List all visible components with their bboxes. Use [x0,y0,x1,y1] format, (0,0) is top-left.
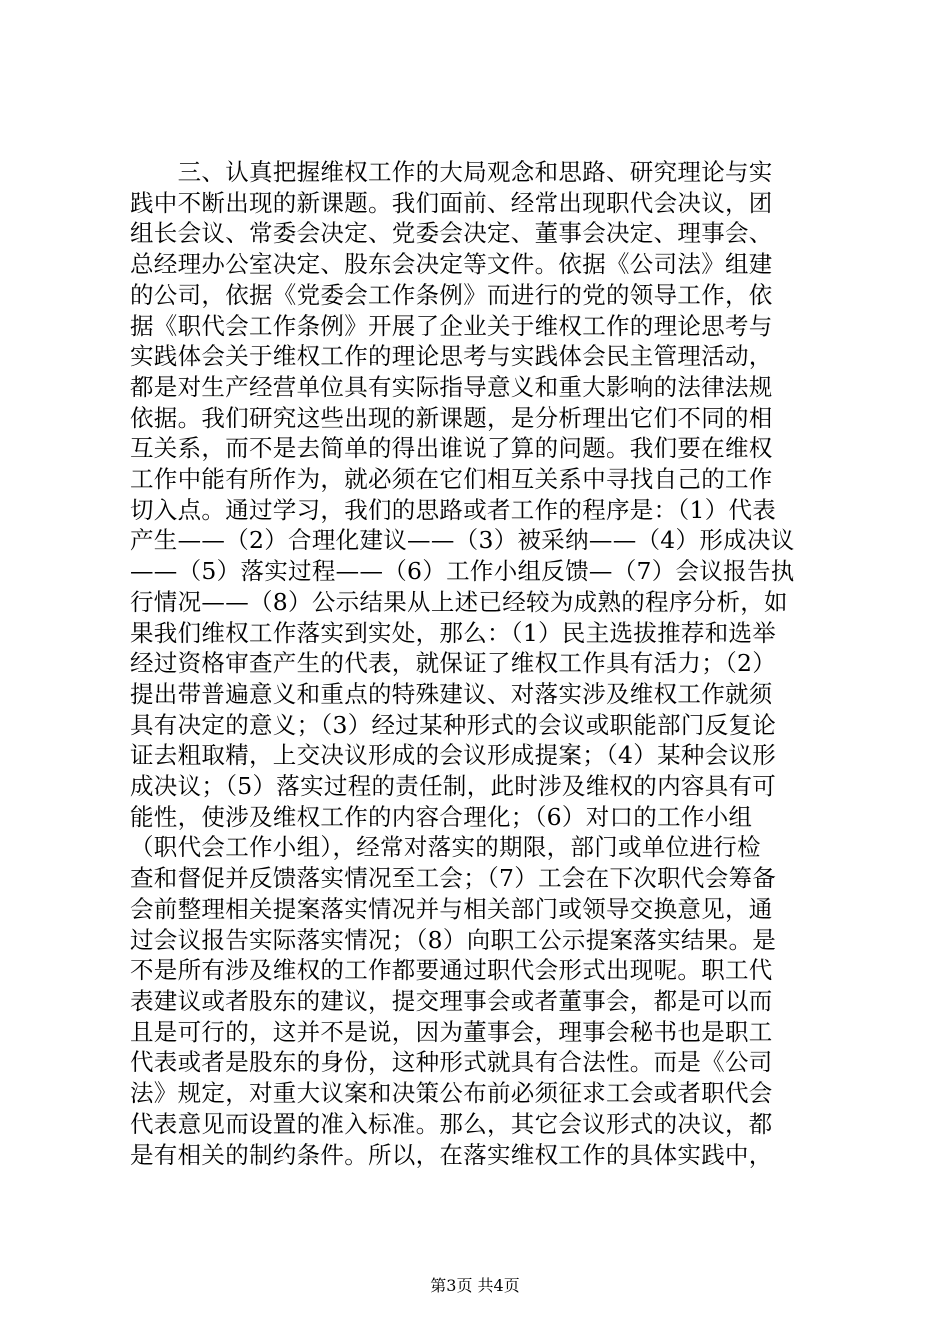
text-line: 过会议报告实际落实情况；（8）向职工公示提案落实结果。是 [130,925,777,954]
text-line: 经过资格审查产生的代表，就保证了维权工作具有活力；（2） [130,649,777,678]
text-line: 是有相关的制约条件。所以，在落实维权工作的具体实践中， [130,1140,773,1169]
text-line: 组长会议、常委会决定、党委会决定、董事会决定、理事会、 [130,219,773,248]
text-line: 查和督促并反馈落实情况至工会；（7）工会在下次职代会筹备 [130,864,777,893]
text-line: 都是对生产经营单位具有实际指导意义和重大影响的法律法规 [130,372,773,401]
text-line: 提出带普遍意义和重点的特殊建议、对落实涉及维权工作就须 [130,679,773,708]
text-line: 不是所有涉及维权的工作都要通过职代会形式出现呢。职工代 [130,956,773,985]
text-line: 的公司，依据《党委会工作条例》而进行的党的领导工作，依 [130,280,773,309]
text-line: 代表意见而设置的准入标准。那么，其它会议形式的决议，都 [130,1109,773,1138]
text-line: 且是可行的，这并不是说，因为董事会，理事会秘书也是职工 [130,1017,773,1046]
text-line: 实践体会关于维权工作的理论思考与实践体会民主管理活动， [130,342,773,371]
text-line: 互关系，而不是去简单的得出谁说了算的问题。我们要在维权 [130,434,773,463]
text-line: 具有决定的意义；（3）经过某种形式的会议或职能部门反复论 [130,710,777,739]
text-line: 法》规定，对重大议案和决策公布前必须征求工会或者职代会 [130,1079,773,1108]
text-line: 成决议；（5）落实过程的责任制，此时涉及维权的内容具有可 [130,772,777,801]
text-line: 代表或者是股东的身份，这种形式就具有合法性。而是《公司 [130,1048,773,1077]
text-line: ——（5）落实过程——（6）工作小组反馈—（7）会议报告执 [130,557,795,586]
text-line: 践中不断出现的新课题。我们面前、经常出现职代会决议，团 [130,188,773,217]
text-line: 产生——（2）合理化建议——（3）被采纳——（4）形成决议 [130,526,795,555]
text-line: （职代会工作小组），经常对落实的期限，部门或单位进行检 [130,833,761,862]
text-line: 果我们维权工作落实到实处，那么：（1）民主选拔推荐和选举 [130,618,777,647]
text-line: 切入点。通过学习，我们的思路或者工作的程序是：（1）代表 [130,495,777,524]
body-paragraph [130,157,870,1170]
text-line: 工作中能有所作为，就必须在它们相互关系中寻找自己的工作 [130,465,773,494]
text-line: 表建议或者股东的建议，提交理事会或者董事会，都是可以而 [130,986,773,1015]
text-line: 依据。我们研究这些出现的新课题，是分析理出它们不同的相 [130,403,773,432]
text-line: 三、认真把握维权工作的大局观念和思路、研究理论与实 [130,158,773,186]
text-line: 总经理办公室决定、股东会决定等文件。依据《公司法》组建 [130,250,773,279]
text-line: 行情况——（8）公示结果从上述已经较为成熟的程序分析，如 [130,587,788,616]
text-line: 证去粗取精，上交决议形成的会议形成提案；（4）某种会议形 [130,741,777,770]
text-line: 据《职代会工作条例》开展了企业关于维权工作的理论思考与 [130,311,773,340]
text-line: 能性，使涉及维权工作的内容合理化；（6）对口的工作小组 [130,802,753,831]
page-footer: 第3页 共4页 [430,1276,520,1295]
text-line: 会前整理相关提案落实情况并与相关部门或领导交换意见，通 [130,894,773,923]
